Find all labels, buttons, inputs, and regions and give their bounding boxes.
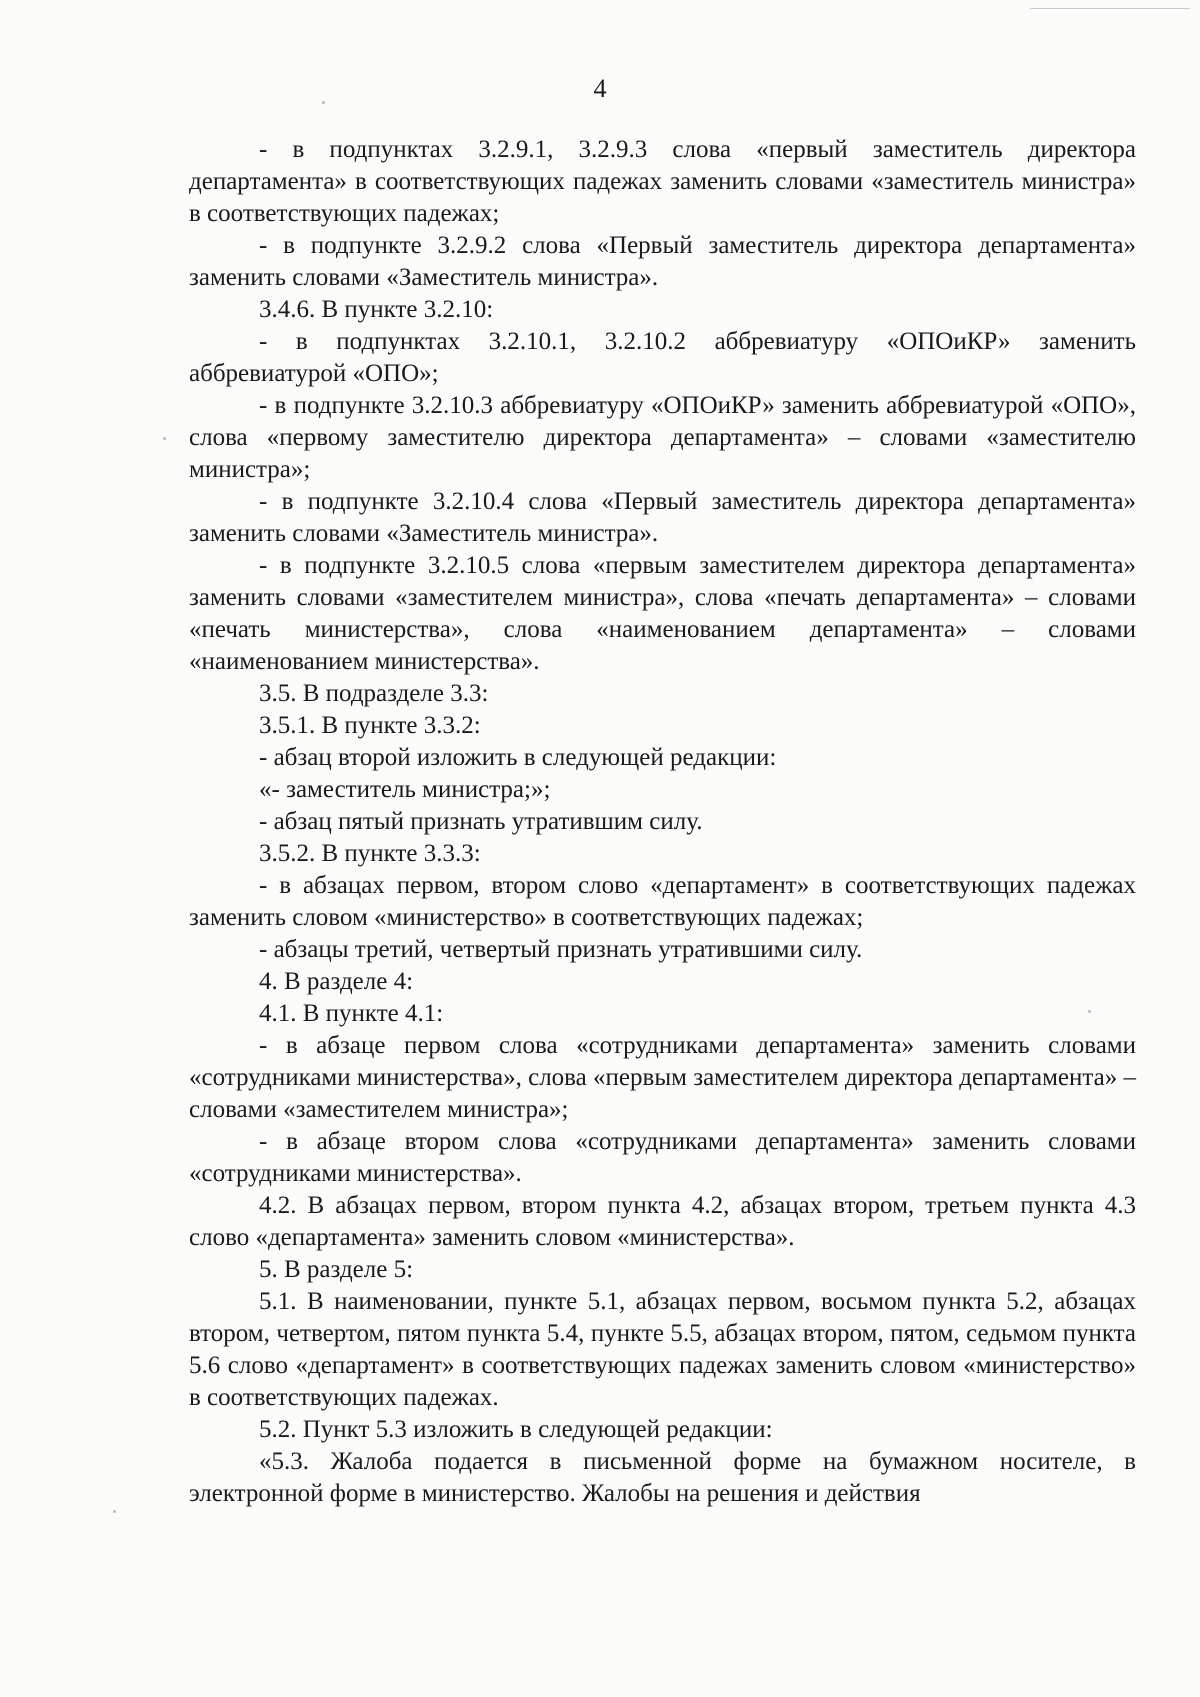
paragraph: 3.4.6. В пункте 3.2.10: xyxy=(259,296,494,323)
paragraph: - в абзаце первом слова «сотрудниками департамента» заменить словами «сотрудниками министерства», слова «первым заместителем директора департамента» – словами «заместителем министра»; xyxy=(189,1032,1136,1123)
paragraph: 3.5.2. В пункте 3.3.3: xyxy=(259,840,481,867)
paragraph: - в подпунктах 3.2.9.1, 3.2.9.3 слова «первый заместитель директора департамента» в соответствующих падежах заменить словами «заместитель министра» в соответствующих падежах; xyxy=(189,136,1136,227)
paragraph: 4.2. В абзацах первом, втором пункта 4.2, абзацах втором, третьем пункта 4.3 слово «департамента» заменить словом «министерства». xyxy=(189,1192,1136,1251)
scan-speck xyxy=(113,1510,116,1513)
paragraph: - абзац второй изложить в следующей редакции: xyxy=(259,744,777,771)
paragraph: - в подпункте 3.2.9.2 слова «Первый заместитель директора департамента» заменить словами «Заместитель министра». xyxy=(189,232,1136,291)
paragraph: - в абзацах первом, втором слово «департамент» в соответствующих падежах заменить словом «министерство» в соответствующих падежах; xyxy=(189,872,1136,931)
document-body xyxy=(189,134,1136,1510)
paragraph: 3.5.1. В пункте 3.3.2: xyxy=(259,712,481,739)
paragraph: «5.3. Жалоба подается в письменной форме на бумажном носителе, в электронной форме в министерство. Жалобы на решения и действия xyxy=(189,1448,1136,1507)
paragraph: - абзац пятый признать утратившим силу. xyxy=(259,808,703,835)
paragraph: 4. В разделе 4: xyxy=(259,968,414,995)
paragraph: - в подпунктах 3.2.10.1, 3.2.10.2 аббревиатуру «ОПОиКР» заменить аббревиатурой «ОПО»; xyxy=(189,328,1136,387)
page-number: 4 xyxy=(593,74,607,103)
paragraph: - в подпункте 3.2.10.3 аббревиатуру «ОПОиКР» заменить аббревиатурой «ОПО», слова «первому заместителю директора департамента» – словами «заместителю министра»; xyxy=(189,392,1136,483)
paragraph: 4.1. В пункте 4.1: xyxy=(259,1000,444,1027)
paragraph: 5.1. В наименовании, пункте 5.1, абзацах первом, восьмом пункта 5.2, абзацах втором, четвертом, пятом пункта 5.4, пункте 5.5, абзацах втором, пятом, седьмом пункта 5.6 слово «департамент» в соответствующих падежах заменить словом «министерство» в соответствующих падежах. xyxy=(189,1288,1136,1411)
paragraph: 5. В разделе 5: xyxy=(259,1256,414,1283)
paragraph: - в подпункте 3.2.10.4 слова «Первый заместитель директора департамента» заменить словами «Заместитель министра». xyxy=(189,488,1136,547)
paragraph: «- заместитель министра;»; xyxy=(259,776,551,803)
paragraph: - абзацы третий, четвертый признать утратившими силу. xyxy=(259,936,863,963)
scan-speck xyxy=(163,437,166,440)
paragraph: 5.2. Пункт 5.3 изложить в следующей редакции: xyxy=(259,1416,773,1443)
paragraph: 3.5. В подразделе 3.3: xyxy=(259,680,489,707)
paragraph: - в подпункте 3.2.10.5 слова «первым заместителем директора департамента» заменить словами «заместителем министра», слова «печать департамента» – словами «печать министерства», слова «наименованием департамента» – словами «наименованием министерства». xyxy=(189,552,1136,675)
paragraph: - в абзаце втором слова «сотрудниками департамента» заменить словами «сотрудниками министерства». xyxy=(189,1128,1136,1187)
scan-artifact-line xyxy=(1030,8,1190,9)
